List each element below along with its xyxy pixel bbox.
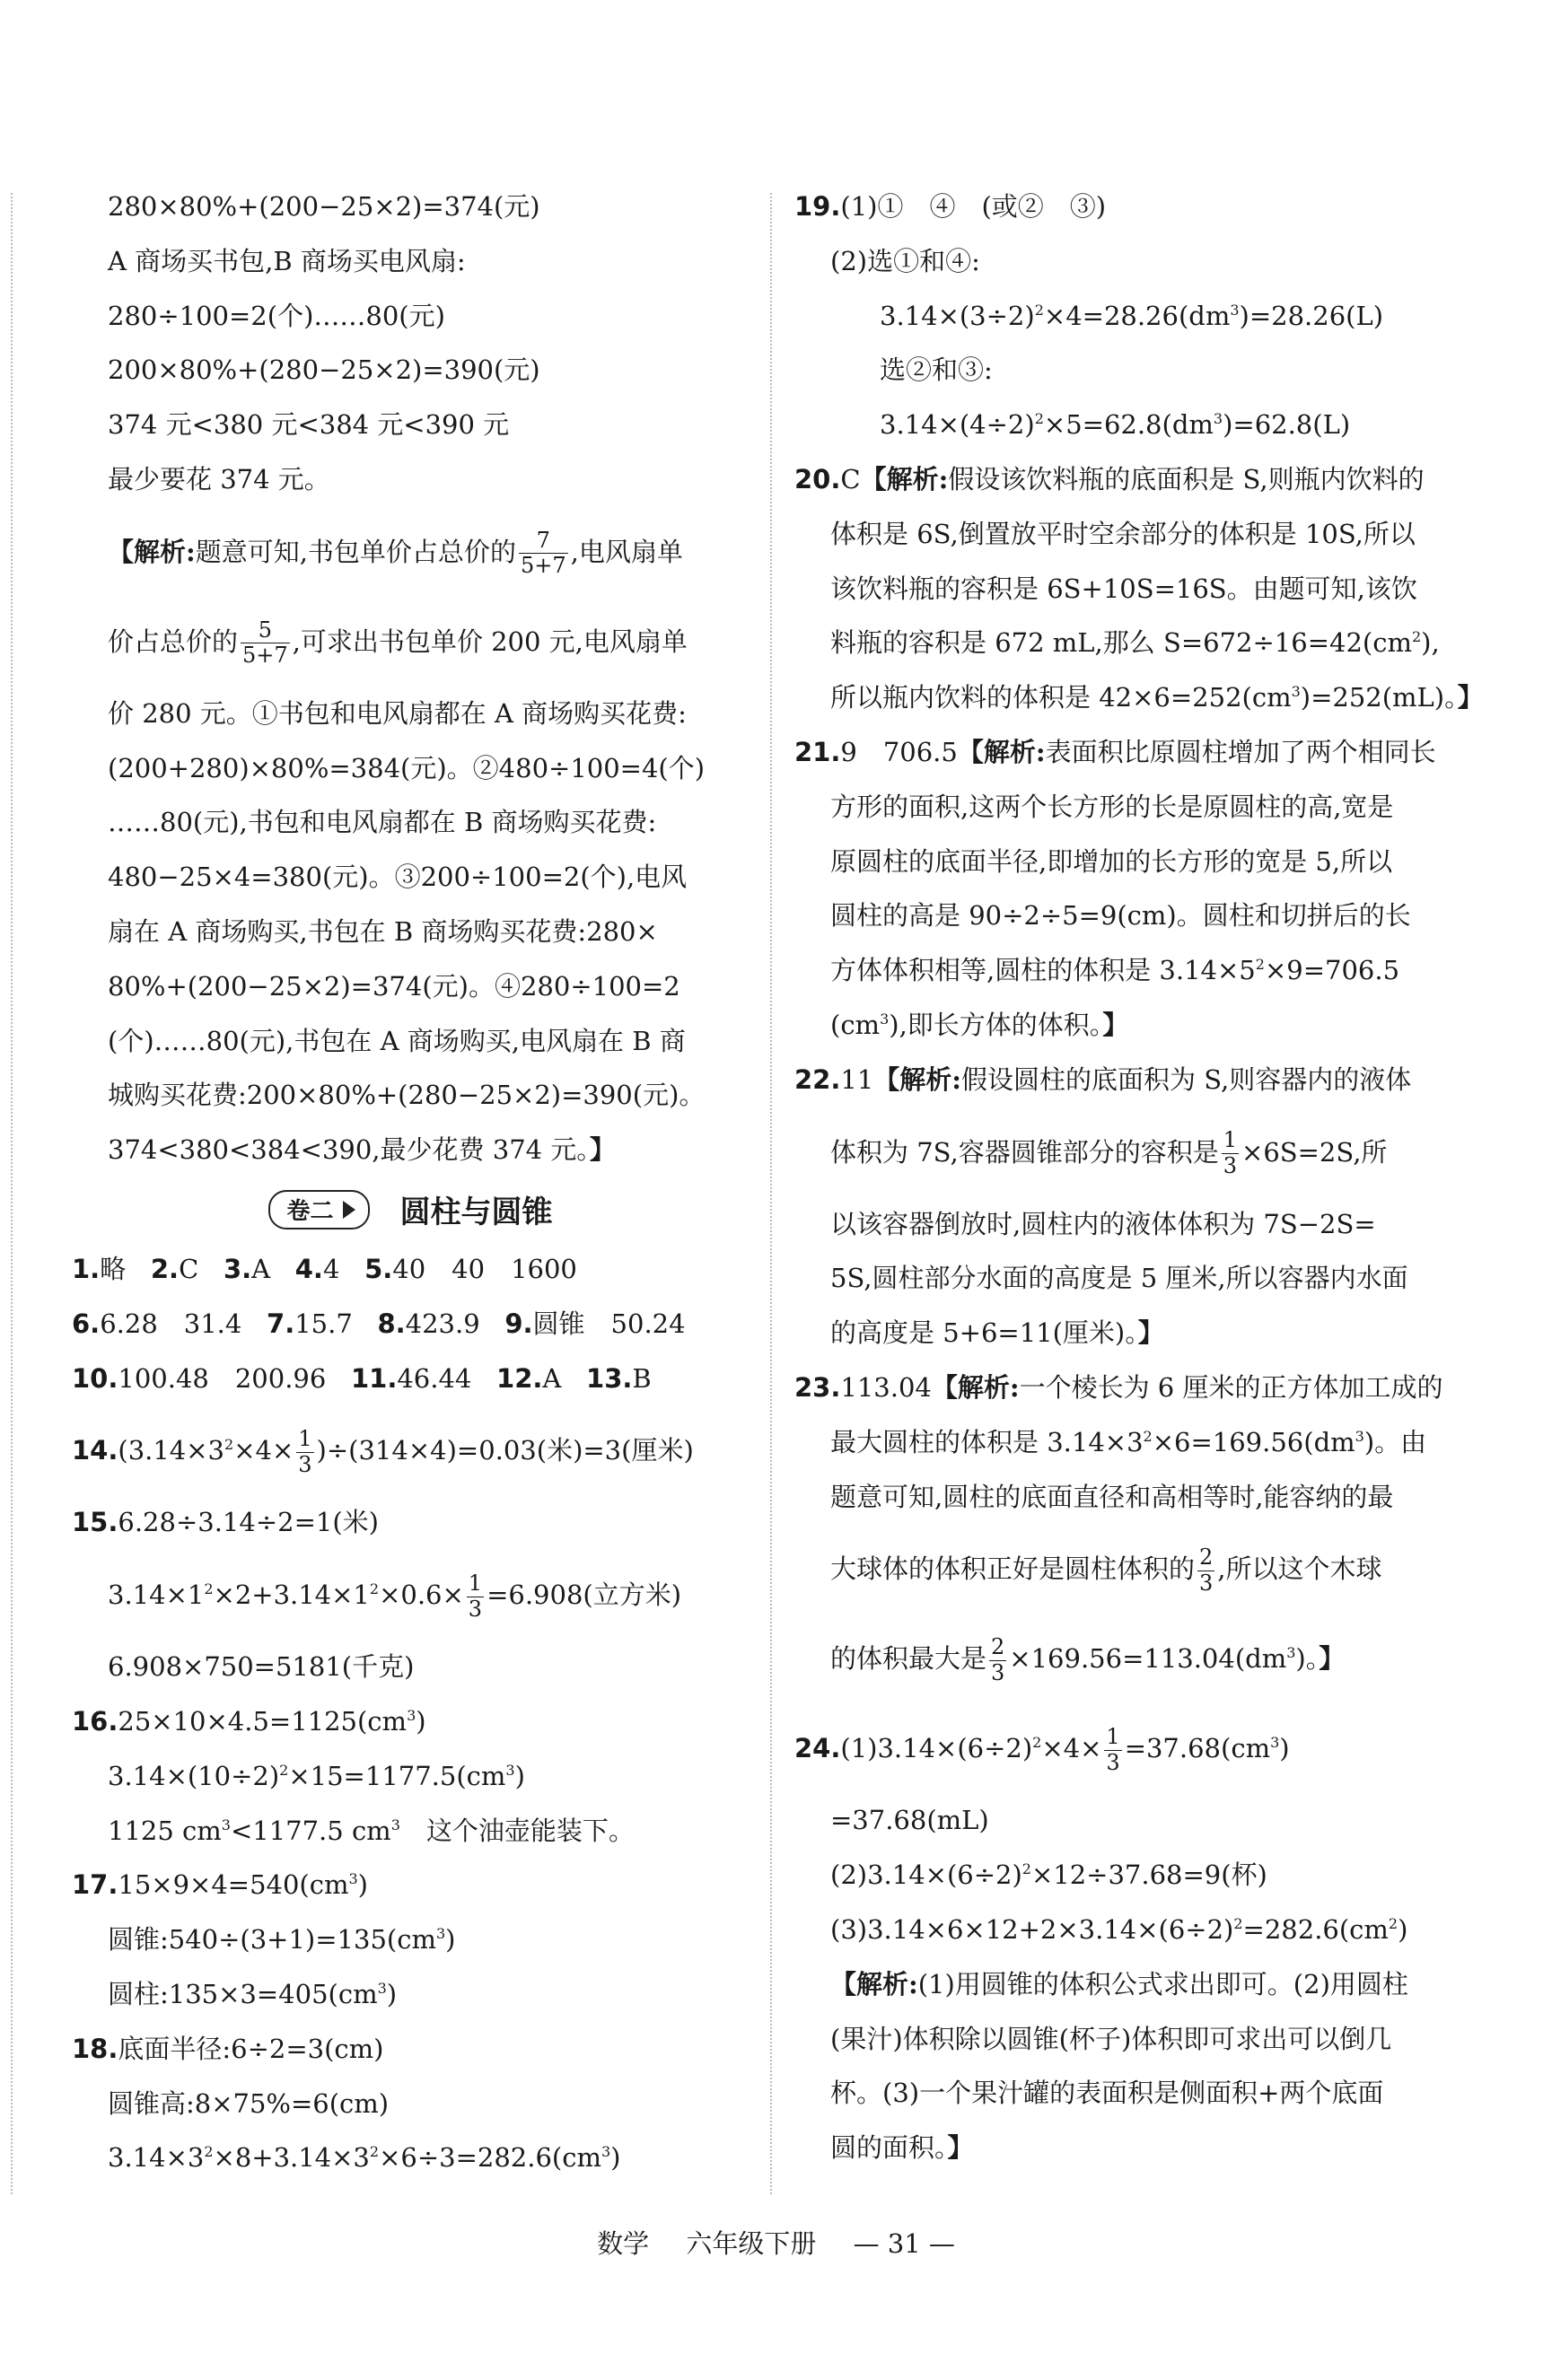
- answer-line: 1125 $cm^3<1177.5$ $cm^3$ 这个油壶能装下。: [108, 1815, 635, 1846]
- answer-line: $3.14\times(3\div 2)^2\times 4=28.26(dm^3)=28.26(L)$: [880, 300, 1384, 331]
- answer-line: 15.6.28÷3.14÷2=1(米): [72, 1507, 379, 1538]
- text: 价占总价的: [108, 626, 239, 657]
- answer-line: 圆锥$:540\div(3+1)=135(cm^3)$: [108, 1924, 456, 1956]
- fraction: $\frac{5}{5+7}$: [242, 617, 288, 669]
- analysis-line: 方体体积相等,圆柱的体积是 $3.14\times 5^2\times 9=706.5$: [830, 955, 1400, 986]
- analysis-line: 体积为 7S,容器圆锥部分的容积是 $\frac{1}{3}$ ×6S=2S,所: [830, 1127, 1388, 1179]
- answer-line: 圆锥高:8×75%=6(cm): [108, 2087, 390, 2119]
- analysis-line: 80%+(200−25×2)=374(元)。④280÷100=2: [108, 970, 680, 1002]
- answer-line: (2)选①和④:: [830, 245, 980, 276]
- answer-line: 圆柱$:135\times 3=405(cm^3)$: [108, 1978, 398, 2009]
- analysis-line: 所以瓶内饮料的体积是 $42\times 6=252(cm^3)=252(mL)$。】: [830, 682, 1484, 713]
- analysis-line: 城购买花费:200×80%+(280−25×2)=390(元)。: [108, 1080, 706, 1111]
- answer-line: $24.(1)3.14\times(6\div 2)^2\times 4\times$ $\frac{1}{3}$ $=37.68(cm^3)$: [794, 1724, 1290, 1775]
- analysis-line: 体积是 6S,倒置放平时空余部分的体积是 10S,所以: [830, 518, 1416, 549]
- answer-line: $17.15\times 9\times 4=540(cm^3)$: [72, 1869, 368, 1901]
- volume-badge: 卷二: [268, 1190, 369, 1229]
- analysis-line: 最大圆柱的体积是 $3.14\times 3^2\times 6=169.56(dm^3)$。由: [830, 1426, 1427, 1457]
- analysis-line: [72, 597, 750, 687]
- analysis-line: 5S,圆柱部分水面的高度是 5 厘米,所以容器内水面: [830, 1263, 1408, 1294]
- answer-line: $3.14\times 1^2\times 2+3.14\times 1^2\times 0.6\times$ $\frac{1}{3}$ =6.908(立方米): [108, 1571, 682, 1622]
- answer-line: 最少要花 374 元。: [108, 463, 330, 494]
- analysis-line: 扇在 A 商场购买,书包在 B 商场购买花费:280×: [108, 915, 658, 947]
- answer-line: =37.68(mL): [830, 1805, 989, 1836]
- answer-line: 22.11【解析:假设圆柱的底面积为 S,则容器内的液体: [794, 1063, 1412, 1095]
- analysis-end: 】: [589, 1134, 616, 1166]
- answer-line: 6.6.28 31.4 7.15.7 8.423.9 9.圆锥 50.24: [72, 1308, 686, 1339]
- fraction: $\frac{1}{3}$: [1223, 1127, 1238, 1179]
- text: 题意可知,书包单价占总价的: [195, 536, 516, 567]
- analysis-line: (200+280)×80%=384(元)。②480÷100=4(个): [108, 752, 706, 783]
- analysis-line: 480−25×4=380(元)。③200÷100=2(个),电风: [108, 862, 688, 893]
- analysis-line: 价 280 元。①书包和电风扇都在 A 商场购买花费:: [108, 697, 687, 729]
- triangle-icon: [343, 1201, 355, 1219]
- answer-line: 19.(1)① ④ (或② ③): [794, 191, 1107, 222]
- column-divider: [770, 193, 772, 2194]
- text: 374<380<384<390,最少花费 374 元。: [108, 1134, 590, 1166]
- fraction: $\frac{2}{3}$: [991, 1634, 1005, 1685]
- analysis-line: 圆柱的高是 90÷2÷5=9(cm)。圆柱和切拼后的长: [830, 900, 1411, 932]
- answer-line: 1.略 2.C 3.A 4.4 5.40 40 1600: [72, 1253, 577, 1284]
- answer-line: 10.100.48 200.96 11.46.44 12.A 13.B: [72, 1362, 652, 1394]
- answer-line: $3.14\times 3^2\times 8+3.14\times 3^2\times 6\div 3=282.6(cm^3)$: [108, 2142, 621, 2174]
- page-footer: [0, 2224, 1552, 2261]
- section-header: [72, 1177, 750, 1242]
- analysis-line: [72, 1123, 750, 1177]
- answer-line: 23.113.04【解析:一个棱长为 6 厘米的正方体加工成的: [794, 1371, 1443, 1403]
- text: ,电风扇单: [570, 536, 683, 567]
- answer-line: A 商场买书包,B 商场买电风扇:: [108, 245, 466, 276]
- fraction: $\frac{1}{3}$: [298, 1426, 312, 1477]
- column-divider: [11, 193, 13, 2194]
- analysis-line: 该饮料瓶的容积是 6S+10S=16S。由题可知,该饮: [830, 573, 1417, 604]
- analysis-tag: 【解析:: [108, 536, 196, 567]
- answer-line: 280×80%+(200−25×2)=374(元): [108, 191, 540, 222]
- answer-line: $14.(3.14\times 3^2\times 4\times$ $\frac{1}{3}$ )÷(314×4)=0.03(米)=3(厘米): [72, 1426, 694, 1477]
- page-number: — 31 —: [853, 2228, 955, 2259]
- answer-line: $16.25\times 10\times 4.5=1125(cm^3)$: [72, 1705, 426, 1737]
- analysis-line: 料瓶的容积是 672 mL,那么 $S=672\div 16=42(cm^2)$,: [830, 627, 1440, 659]
- analysis-line: 杯。(3)一个果汁罐的表面积是侧面积+两个底面: [830, 2078, 1384, 2109]
- answer-line: 200×80%+(280−25×2)=390(元): [108, 354, 540, 386]
- analysis-line: 题意可知,圆柱的底面直径和高相等时,能容纳的最: [830, 1481, 1394, 1512]
- right-column: [794, 179, 1513, 2175]
- answer-line: $(3)3.14\times 6\times 12+2\times 3.14\times(6\div 2)^2=282.6(cm^2)$: [830, 1913, 1408, 1945]
- analysis-line: 原圆柱的底面半径,即增加的长方形的宽是 5,所以: [830, 845, 1393, 877]
- left-column: [72, 179, 750, 2185]
- footer-subject: 数学: [597, 2228, 650, 2259]
- analysis-line: ……80(元),书包和电风扇都在 B 商场购买花费:: [108, 807, 657, 838]
- answer-line: $(2)3.14\times(6\div 2)^2\times 12\div 37.68=9$(杯): [830, 1859, 1267, 1891]
- section-title: 圆柱与圆锥: [399, 1194, 553, 1231]
- answer-line: 6.908×750=5181(千克): [108, 1651, 415, 1683]
- fraction: $\frac{7}{5+7}$: [520, 527, 566, 579]
- fraction: $\frac{1}{3}$: [468, 1571, 483, 1622]
- fraction: $\frac{2}{3}$: [1199, 1544, 1214, 1596]
- answer-line: 选②和③:: [880, 354, 993, 386]
- answer-line: 374 元<380 元<384 元<390 元: [108, 409, 510, 441]
- analysis-line: [72, 507, 750, 597]
- analysis-line: 的高度是 5+6=11(厘米)。】: [830, 1317, 1164, 1349]
- answer-line: 280÷100=2(个)……80(元): [108, 300, 445, 331]
- answer-line: $3.14\times(4\div 2)^2\times 5=62.8(dm^3)=62.8(L)$: [880, 409, 1351, 441]
- analysis-line: 圆的面积。】: [830, 2132, 974, 2164]
- fraction: $\frac{1}{3}$: [1106, 1724, 1120, 1775]
- analysis-line: (个)……80(元),书包在 A 商场购买,电风扇在 B 商: [108, 1025, 686, 1056]
- answer-line: 20.C【解析:假设该饮料瓶的底面积是 S,则瓶内饮料的: [794, 463, 1425, 494]
- answer-line: 18.底面半径:6÷2=3(cm): [72, 2033, 384, 2064]
- footer-grade: 六年级下册: [686, 2228, 817, 2259]
- analysis-line: (果汁)体积除以圆锥(杯子)体积即可求出可以倒几: [830, 2023, 1392, 2054]
- analysis-line: 【解析:(1)用圆锥的体积公式求出即可。(2)用圆柱: [830, 1968, 1408, 1999]
- analysis-line: 大球体的体积正好是圆柱体积的 $\frac{2}{3}$ ,所以这个木球: [830, 1544, 1382, 1596]
- answer-line: $3.14\times(10\div 2)^2\times 15=1177.5(cm^3)$: [108, 1760, 525, 1791]
- analysis-line: 以该容器倒放时,圆柱内的液体体积为 7S−2S=: [830, 1208, 1376, 1239]
- text: ,可求出书包单价 200 元,电风扇单: [292, 626, 688, 657]
- analysis-line: $(cm^3)$,即长方体的体积。】: [830, 1009, 1129, 1040]
- analysis-line: 的体积最大是 $\frac{2}{3}$ $\times 169.56=113.04(dm^3)$。】: [830, 1634, 1346, 1685]
- analysis-line: 方形的面积,这两个长方形的长是原圆柱的高,宽是: [830, 791, 1394, 822]
- answer-line: 21.9 706.5【解析:表面积比原圆柱增加了两个相同长: [794, 736, 1436, 767]
